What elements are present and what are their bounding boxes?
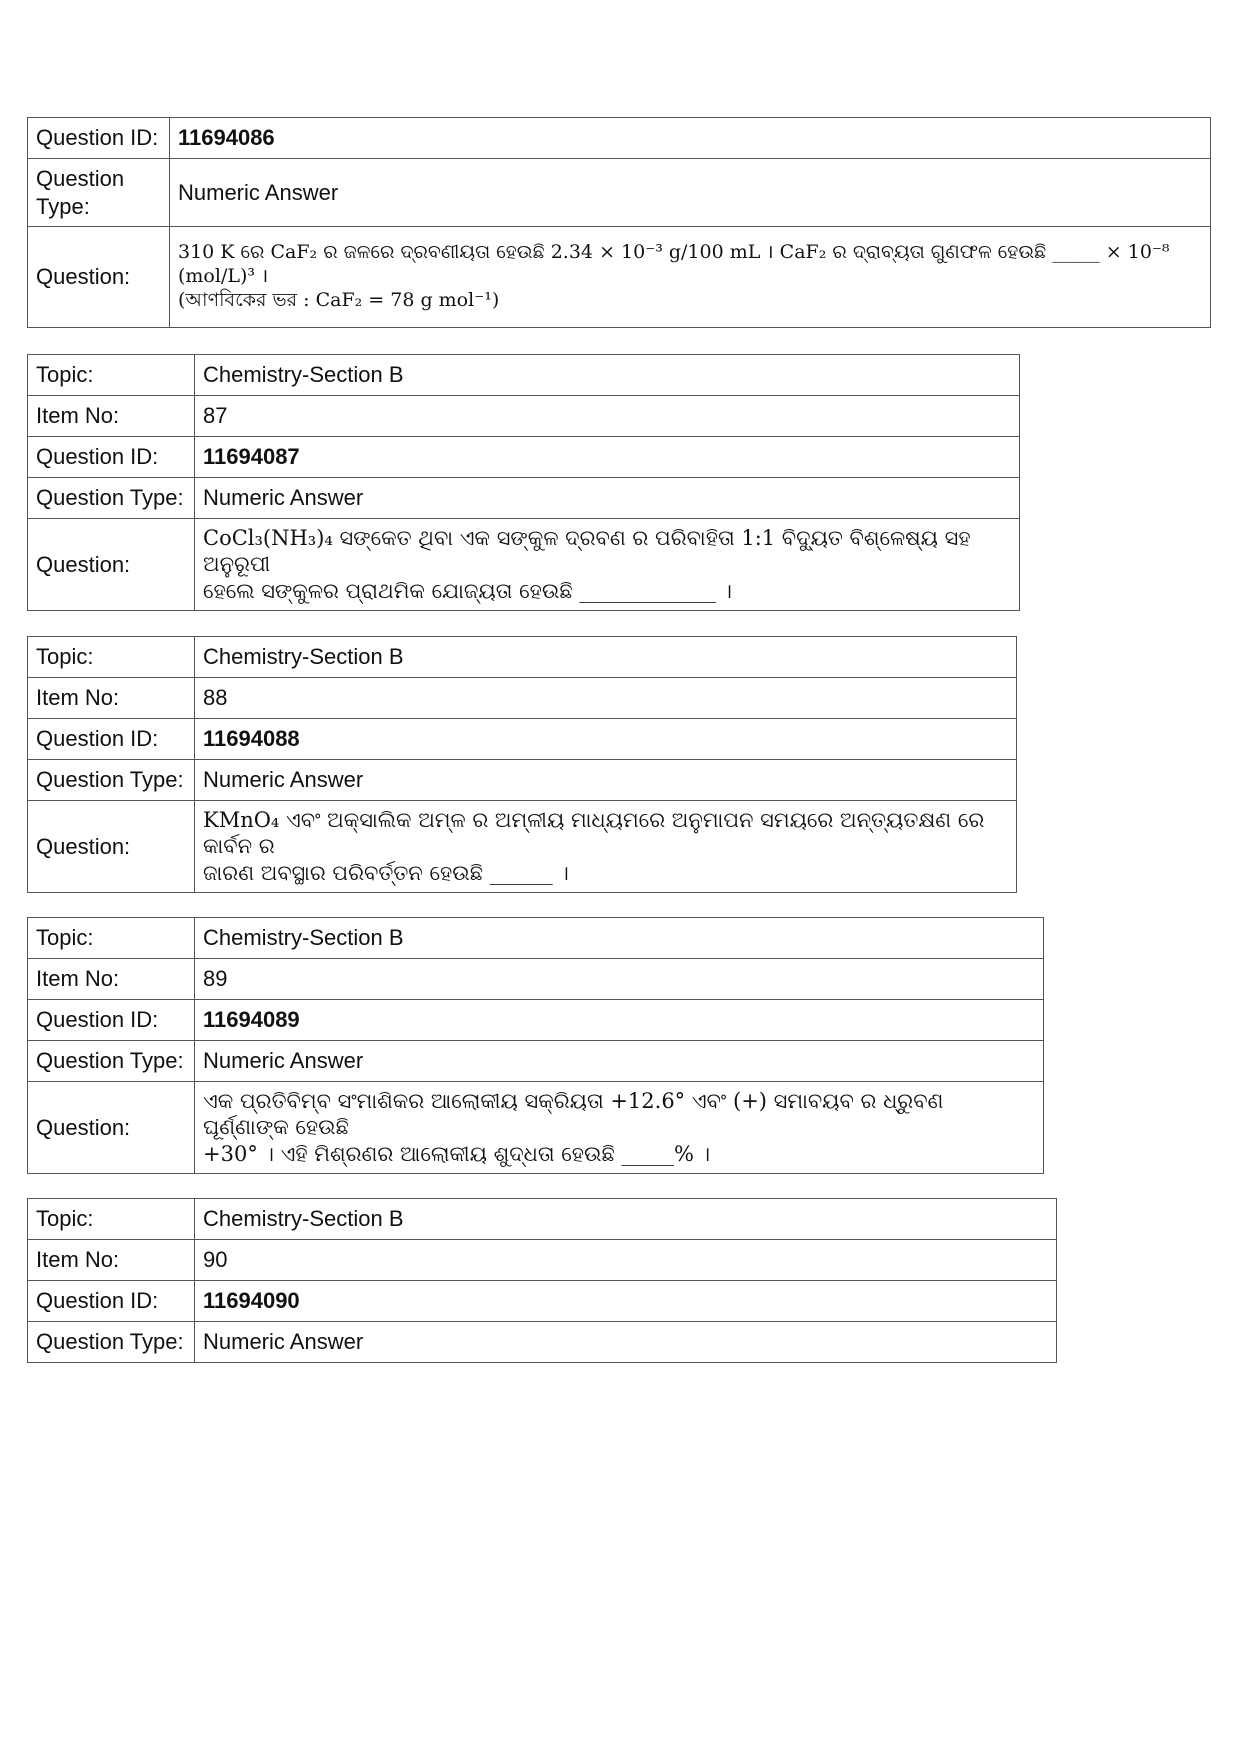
question-type-value: Numeric Answer — [195, 1322, 1057, 1363]
topic-row — [28, 1199, 1057, 1240]
question-table-87 — [27, 354, 1020, 611]
question-type-label: Question Type: — [28, 1041, 195, 1082]
question-type-label — [28, 159, 170, 227]
question-label: Question: — [28, 801, 195, 893]
question-id-label: Question ID: — [28, 118, 170, 159]
question-text — [195, 1082, 1044, 1174]
item-no-value: 88 — [195, 678, 1017, 719]
item-no-label: Item No: — [28, 678, 195, 719]
question-text-line1: KMnO₄ ଏବଂ ଅକ୍ସାଲିକ ଅମ୍ଳ ର ଅମ୍ଳୀୟ ମାଧ୍ୟମରେ ଅନୁମାପନ ସମୟରେ ଅନ୍ତ୍ୟତକ୍ଷଣ ରେ କାର୍ବନ ର — [203, 808, 985, 859]
question-type-value: Numeric Answer — [195, 1041, 1044, 1082]
topic-value: Chemistry-Section B — [195, 918, 1044, 959]
question-id-row — [28, 118, 1211, 159]
topic-value: Chemistry-Section B — [195, 355, 1020, 396]
question-table-90 — [27, 1198, 1057, 1363]
question-id-label: Question ID: — [28, 1000, 195, 1041]
item-no-value: 87 — [195, 396, 1020, 437]
question-id-row — [28, 1281, 1057, 1322]
topic-label: Topic: — [28, 918, 195, 959]
topic-label: Topic: — [28, 355, 195, 396]
topic-row — [28, 355, 1020, 396]
item-no-value: 89 — [195, 959, 1044, 1000]
question-text — [170, 227, 1211, 328]
topic-value: Chemistry-Section B — [195, 1199, 1057, 1240]
question-id-label: Question ID: — [28, 437, 195, 478]
question-type-row — [28, 159, 1211, 227]
question-text-line1: ଏକ ପ୍ରତିବିମ୍ବ ସଂମାଶିକର ଆଲୋକୀୟ ସକ୍ରିୟତା +12.6° ଏବଂ (+) ସମାବୟବ ର ଧ୍ରୁବଣ ଘୂର୍ଣ୍ଣାଙ୍କ ହେଉଛି — [203, 1089, 944, 1140]
question-row — [28, 1082, 1044, 1174]
question-table-89 — [27, 917, 1044, 1174]
question-id-row — [28, 1000, 1044, 1041]
question-type-label: Question Type: — [28, 1322, 195, 1363]
question-table-88 — [27, 636, 1017, 893]
topic-row — [28, 637, 1017, 678]
question-row — [28, 519, 1020, 611]
question-id-label: Question ID: — [28, 719, 195, 760]
question-id-row — [28, 437, 1020, 478]
question-type-row — [28, 760, 1017, 801]
question-text-line2: ଜାରଣ ଅବସ୍ଥାର ପରିବର୍ତ୍ତନ ହେଉଛି ______ । — [203, 860, 569, 885]
item-no-value: 90 — [195, 1240, 1057, 1281]
question-label: Question: — [28, 227, 170, 328]
question-text-line1: CoCl₃(NH₃)₄ ସଙ୍କେତ ଥିବା ଏକ ସଙ୍କୁଳ ଦ୍ରବଣ ର ପରିବାହିତା 1:1 ବିଦ୍ୟୁତ ବିଶ୍ଳେଷ୍ୟ ସହ ଅନୁରୂପୀ — [203, 526, 971, 577]
question-type-value: Numeric Answer — [195, 760, 1017, 801]
question-text-line1: 310 K ରେ CaF₂ ର ଜଳରେ ଦ୍ରବଣୀୟତା ହେଉଛି 2.34 × 10⁻³ g/100 mL । CaF₂ ର ଦ୍ରାବ୍ୟତା ଗୁଣଫଳ ହେଉଛି _____ × 10⁻⁸ (mol/L)³ । — [178, 241, 1170, 288]
question-id-value: 11694090 — [195, 1281, 1057, 1322]
question-type-label-line1: Question — [36, 166, 125, 191]
question-type-label-line2: Type: — [36, 193, 90, 219]
question-type-label: Question Type: — [28, 760, 195, 801]
item-no-row — [28, 1240, 1057, 1281]
question-type-value: Numeric Answer — [195, 478, 1020, 519]
question-type-row — [28, 1041, 1044, 1082]
item-no-label: Item No: — [28, 1240, 195, 1281]
question-label: Question: — [28, 1082, 195, 1174]
question-text — [195, 519, 1020, 611]
item-no-row — [28, 396, 1020, 437]
question-type-label: Question Type: — [28, 478, 195, 519]
question-text-line2: +30° । ଏହି ମିଶ୍ରଣର ଆଲୋକୀୟ ଶୁଦ୍ଧତା ହେଉଛି _____% । — [203, 1141, 711, 1166]
topic-row — [28, 918, 1044, 959]
question-table-86 — [27, 117, 1211, 328]
question-type-value: Numeric Answer — [170, 159, 1211, 227]
question-type-row — [28, 478, 1020, 519]
item-no-row — [28, 678, 1017, 719]
question-id-value: 11694088 — [195, 719, 1017, 760]
question-label: Question: — [28, 519, 195, 611]
item-no-row — [28, 959, 1044, 1000]
question-id-row — [28, 719, 1017, 760]
item-no-label: Item No: — [28, 396, 195, 437]
topic-value: Chemistry-Section B — [195, 637, 1017, 678]
question-text-line2: (আণবিকের ভর : CaF₂ = 78 g mol⁻¹) — [178, 288, 500, 311]
question-type-row — [28, 1322, 1057, 1363]
question-row — [28, 227, 1211, 328]
question-row — [28, 801, 1017, 893]
topic-label: Topic: — [28, 1199, 195, 1240]
question-id-label: Question ID: — [28, 1281, 195, 1322]
question-text — [195, 801, 1017, 893]
item-no-label: Item No: — [28, 959, 195, 1000]
topic-label: Topic: — [28, 637, 195, 678]
question-text-line2: ହେଲେ ସଙ୍କୁଳର ପ୍ରାଥମିକ ଯୋଜ୍ୟତା ହେଉଛି _____________ । — [203, 578, 732, 603]
question-id-value: 11694086 — [170, 118, 1211, 159]
question-id-value: 11694087 — [195, 437, 1020, 478]
question-id-value: 11694089 — [195, 1000, 1044, 1041]
